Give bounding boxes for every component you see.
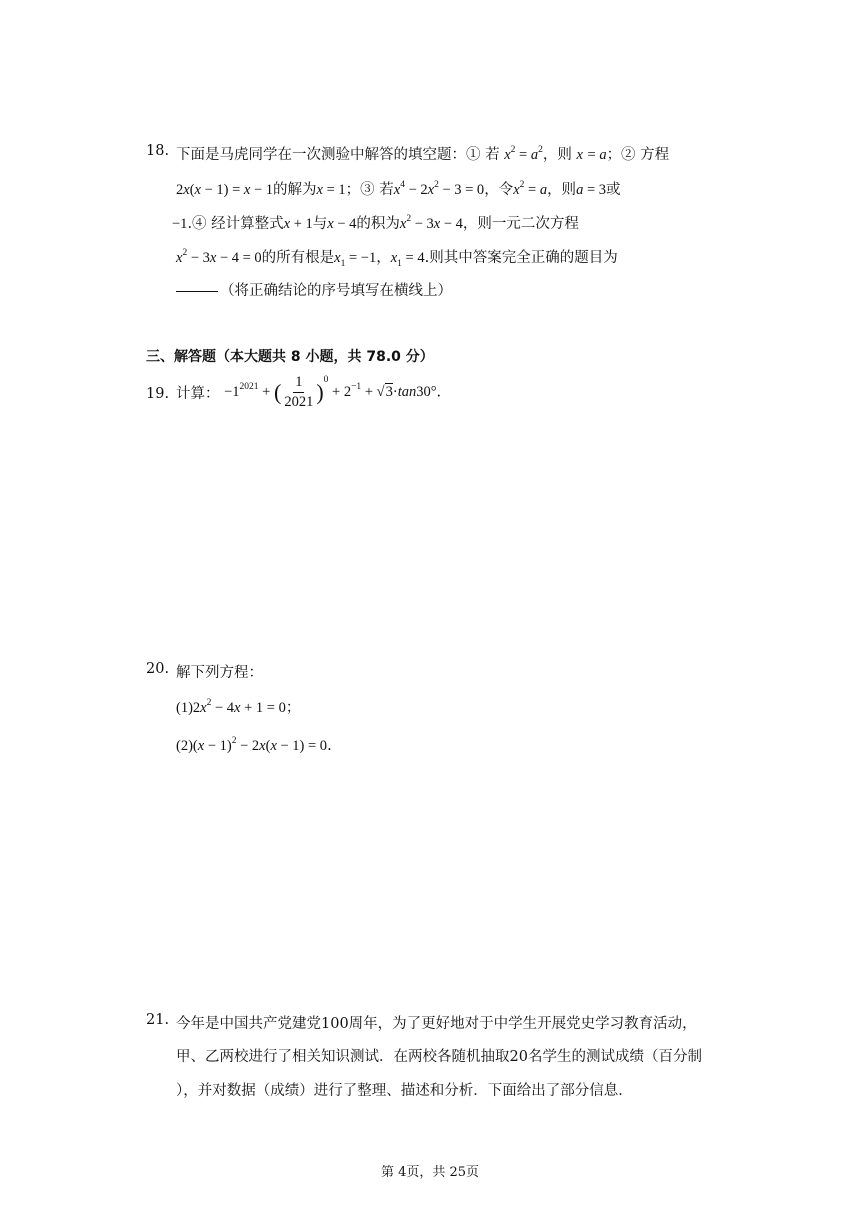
q18-number: 18. <box>146 143 170 159</box>
q21-line-3: ），并对数据（成绩）进行了整理、描述和分析．下面给出了部分信息． <box>176 1083 633 1099</box>
q19-line: 计算： $-1^{2021}$ + ( $\frac{1}{2021}$ )$^0 + 2^{-1} + √3\cdot\tan 30^\circ$. <box>176 374 442 410</box>
q18-text: .则其中答案完全正确的题目为 <box>424 250 618 266</box>
math-expr: x + 1 <box>283 216 313 232</box>
math-expr: $x^2 - 3x - 4 = 0$ <box>176 248 262 266</box>
q18-text: ，则一元二次方程 <box>462 216 579 232</box>
q18-line-3 <box>172 212 579 233</box>
fraction: $\frac{1}{2021}$ <box>284 374 314 410</box>
item-label: (1) <box>176 700 193 716</box>
q18-text: 或 <box>606 182 621 198</box>
math-expr: $x_1 = -1$ <box>334 250 377 269</box>
q18-line-4 <box>176 246 618 267</box>
item-label: (2) <box>176 738 193 754</box>
q18-text: （将正确结论的序号填写在横线上） <box>220 283 452 299</box>
q18-text: ，令 <box>484 182 514 198</box>
q19-text: . <box>436 384 442 401</box>
q20-text: . <box>327 738 332 754</box>
q18-text: 下面是马虎同学在一次测验中解答的填空题：① 若 <box>176 147 500 163</box>
q20-item-1 <box>176 696 300 717</box>
q18-line-1 <box>176 143 669 164</box>
math-expr: $-1^{2021}$ + <box>224 382 274 400</box>
q18-text: .④ 经计算整式 <box>187 216 284 232</box>
math-expr: −1 <box>172 216 188 232</box>
math-expr: a = 3 <box>576 182 606 198</box>
q18-text: 的积为 <box>356 216 400 232</box>
q20-prompt: 解下列方程： <box>176 665 263 681</box>
math-expr: $(x - 1)^2 - 2x(x - 1) = 0$ <box>192 736 328 754</box>
math-expr: = a <box>587 147 607 163</box>
q18-text: ，则 <box>542 147 572 163</box>
q21-line-1: 今年是中国共产党建党100周年，为了更好地对于中学生开展党史学习教育活动， <box>176 1016 697 1032</box>
math-expr: x − 4 <box>327 216 357 232</box>
q18-line-2 <box>176 178 621 199</box>
q18-text: ，则 <box>547 182 577 198</box>
q20-number: 20. <box>146 661 170 677</box>
q18-text: 与 <box>312 216 328 232</box>
q18-line-5 <box>176 279 452 300</box>
q20-item-2 <box>176 738 332 755</box>
q19-number: 19. <box>146 386 170 402</box>
math-expr: $x^2 = a^2$ <box>504 145 543 163</box>
math-expr: $x_1 = 4$ <box>390 250 425 269</box>
q19-text: 计算： <box>176 386 220 402</box>
math-expr: 2x(x − 1) = x − 1 <box>176 182 274 198</box>
q21-number: 21. <box>146 1012 170 1028</box>
q21-line-2: 甲、乙两校进行了相关知识测试．在两校各随机抽取20名学生的测试成绩（百分制 <box>176 1049 702 1065</box>
q18-text: ；② 方程 <box>606 147 670 163</box>
math-expr: $2x^2 - 4x + 1 = 0$ <box>192 698 286 716</box>
page-footer: 第 4页，共 25页 <box>380 1165 480 1180</box>
math-expr: $x^2 - 3x - 4$ <box>399 214 463 232</box>
q18-text: 的所有根是 <box>261 250 335 266</box>
math-expr: $x^2 = a$ <box>513 180 548 198</box>
math-expr: $^0 + 2^{-1} + √3\cdot\tan 30^\circ$ <box>323 375 437 400</box>
math-expr: $x^4 - 2x^2 - 3 = 0$ <box>393 180 485 198</box>
section-heading: 三、解答题（本大题共 8 小题，共 78.0 分） <box>146 349 434 365</box>
q18-text: ， <box>376 250 391 266</box>
q20-text: ； <box>285 700 301 716</box>
math-expr: x = 1 <box>316 182 346 198</box>
q18-text: ；③ 若 <box>345 182 394 198</box>
answer-blank[interactable] <box>176 291 218 292</box>
math-expr: x <box>576 147 583 163</box>
q18-text: 的解为 <box>273 182 317 198</box>
